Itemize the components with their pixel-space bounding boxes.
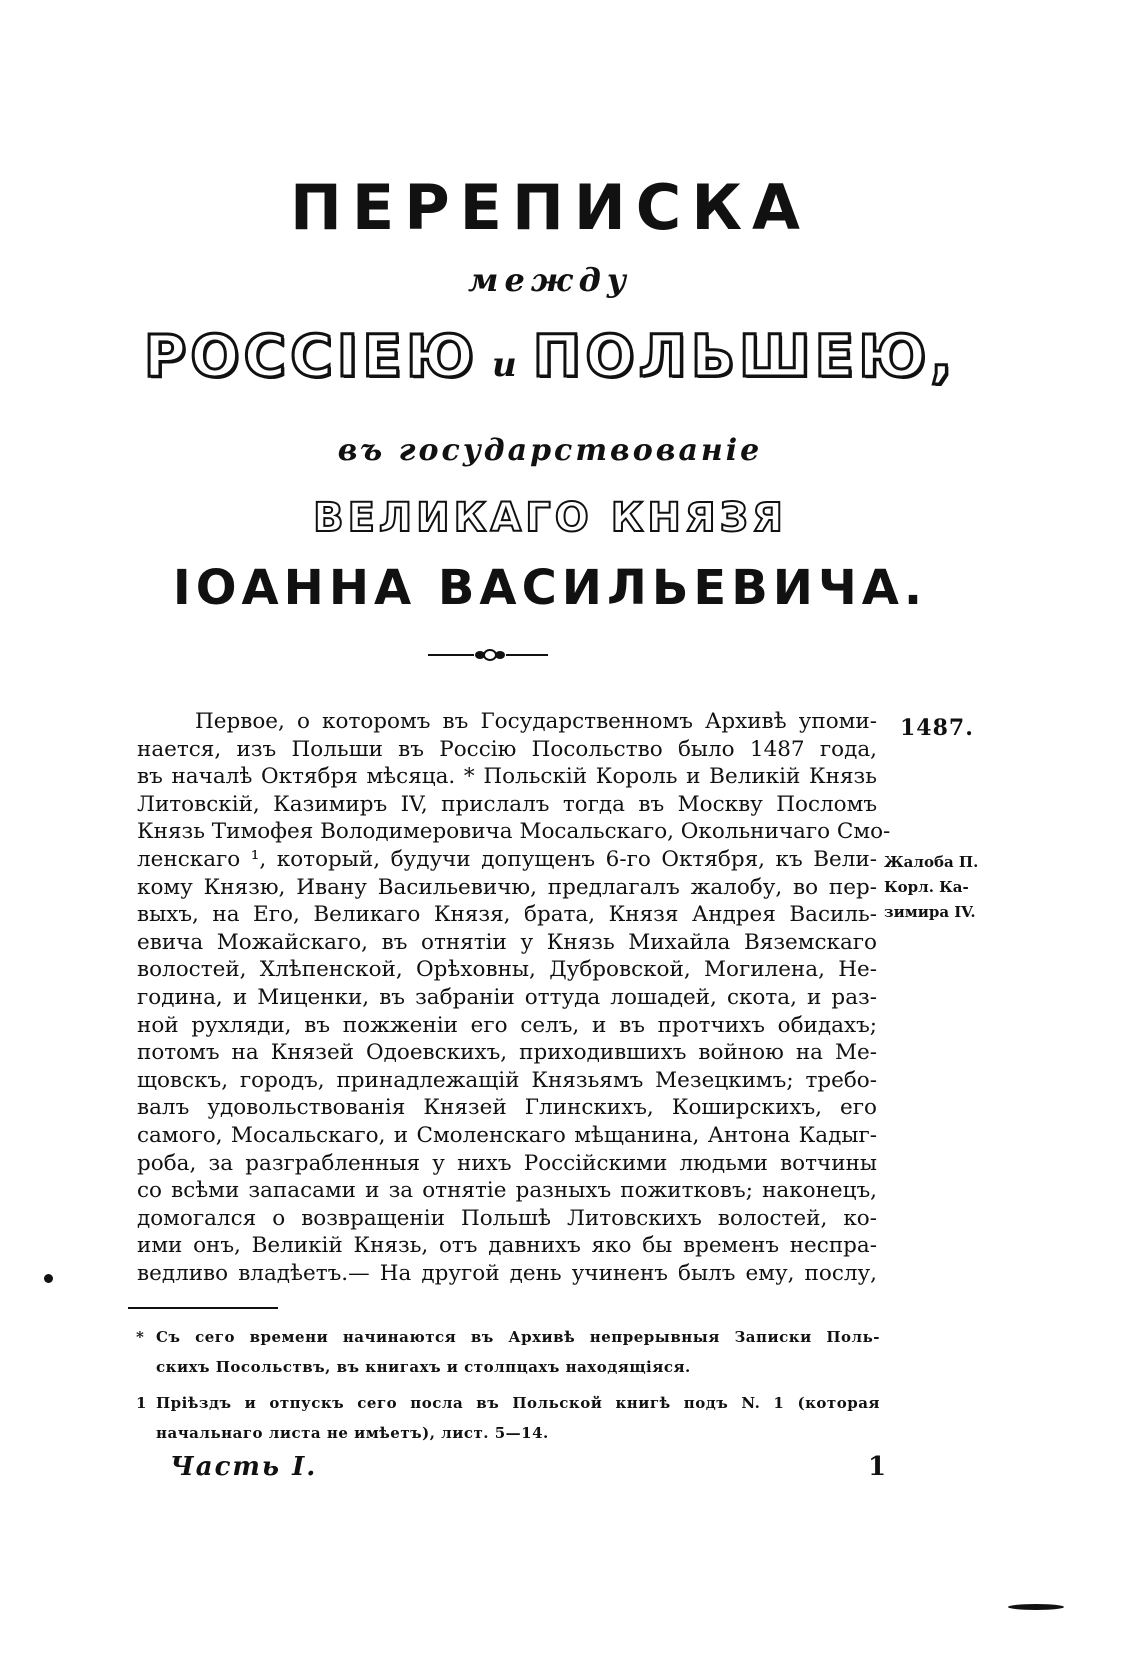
body-line: домогался о возвращеніи Польшѣ Литовскихъ волостей, ко-	[137, 1205, 877, 1231]
body-line: ведливо владѣетъ.— На другой день учиненъ былъ ему, послу,	[137, 1260, 877, 1286]
footnotes	[128, 1322, 880, 1454]
body-line: волостей, Хлѣпенской, Орѣховны, Дубровской, Могилена, Не-	[137, 957, 877, 983]
title-conjunction: и	[491, 345, 519, 385]
footnote	[128, 1388, 880, 1448]
margin-note-line: зимира IV.	[884, 903, 976, 921]
footnote-rule	[128, 1307, 278, 1309]
margin-note-line: Корл. Ка-	[884, 878, 969, 896]
footnote-line: Пріѣздъ и отпускъ сего посла въ Польской книгѣ подъ N. 1 (которая	[156, 1394, 880, 1412]
body-line: кому Князю, Ивану Васильевичю, предлагалъ жалобу, во пер-	[137, 874, 877, 900]
body-line: Первое, о которомъ въ Государственномъ Архивѣ упоми-	[195, 709, 877, 734]
title-country-poland: ПОЛЬШЕЮ,	[532, 322, 957, 390]
title-countries	[120, 314, 980, 407]
body-line: валъ удовольствованія Князей Глинскихъ, Коширскихъ, его	[137, 1095, 877, 1121]
body-text	[137, 708, 891, 1287]
body-line: ими онъ, Великій Князь, отъ давнихъ яко бы временъ неспра-	[137, 1233, 877, 1259]
footnote	[128, 1322, 880, 1382]
margin-note-line: Жалоба П.	[884, 853, 979, 871]
part-label: Часть I.	[170, 1452, 318, 1482]
ink-smudge-mark	[1008, 1604, 1064, 1610]
footnote-line: скихъ Посольствъ, въ книгахъ и столпцахъ находящіяся.	[156, 1358, 691, 1376]
body-line: выхъ, на Его, Великаго Князя, брата, Князя Андрея Василь-	[137, 902, 877, 928]
margin-dot-mark	[44, 1274, 53, 1283]
margin-year: 1487.	[900, 715, 974, 741]
body-line: година, и Миценки, въ забраніи оттуда лошадей, скота, и раз-	[137, 984, 877, 1010]
body-line: роба, за разграбленныя у нихъ Россійскими людьми вотчины	[137, 1150, 877, 1176]
body-line: нается, изъ Польши въ Россію Посольство было 1487 года,	[137, 736, 877, 762]
body-line: Князь Тимофея Володимеровича Мосальскаго, Окольничаго Смо-	[137, 819, 891, 845]
title-reign: въ государствованіе	[337, 433, 763, 468]
title-name: ІОАННА ВАСИЛЬЕВИЧА.	[172, 560, 928, 616]
title-country-russia: РОССІЕЮ	[143, 322, 478, 390]
ornament-divider	[428, 648, 548, 662]
body-line: самого, Мосальскаго, и Смоленскаго мѣщанина, Антона Кадыг-	[137, 1122, 877, 1148]
title-between: между	[468, 261, 632, 299]
footnote-line: начальнаго листа не имѣетъ), лист. 5—14.	[156, 1424, 549, 1442]
title-main: ПЕРЕПИСКА	[290, 171, 810, 244]
footnote-line: Съ сего времени начинаются въ Архивѣ непрерывныя Записки Поль-	[156, 1328, 880, 1346]
body-line: потомъ на Князей Одоевскихъ, приходившихъ войною на Ме-	[137, 1040, 877, 1066]
body-line: въ началѣ Октября мѣсяца. * Польскій Король и Великій Князь	[137, 764, 877, 790]
body-line: ной рухляди, въ пожженіи его селъ, и въ протчихъ обидахъ;	[137, 1012, 877, 1038]
footnote-marker: *	[136, 1328, 145, 1346]
margin-note	[884, 850, 994, 925]
title-block	[120, 170, 980, 623]
body-line: евича Можайскаго, въ отнятіи у Князь Михайла Вяземскаго	[137, 929, 877, 955]
page-number: 1	[868, 1452, 887, 1482]
body-line: ленскаго ¹, который, будучи допущенъ 6-го Октября, къ Вели-	[137, 846, 877, 872]
body-line: щовскъ, городъ, принадлежащій Князьямъ Мезецкимъ; требо-	[137, 1067, 877, 1093]
footnote-marker: 1	[136, 1394, 147, 1412]
title-grand-prince: ВЕЛИКАГО КНЯЗЯ	[313, 495, 787, 541]
body-line: Литовскій, Казимиръ IV, прислалъ тогда въ Москву Посломъ	[137, 791, 877, 817]
body-line: со всѣми запасами и за отнятіе разныхъ пожитковъ; наконецъ,	[137, 1178, 877, 1204]
